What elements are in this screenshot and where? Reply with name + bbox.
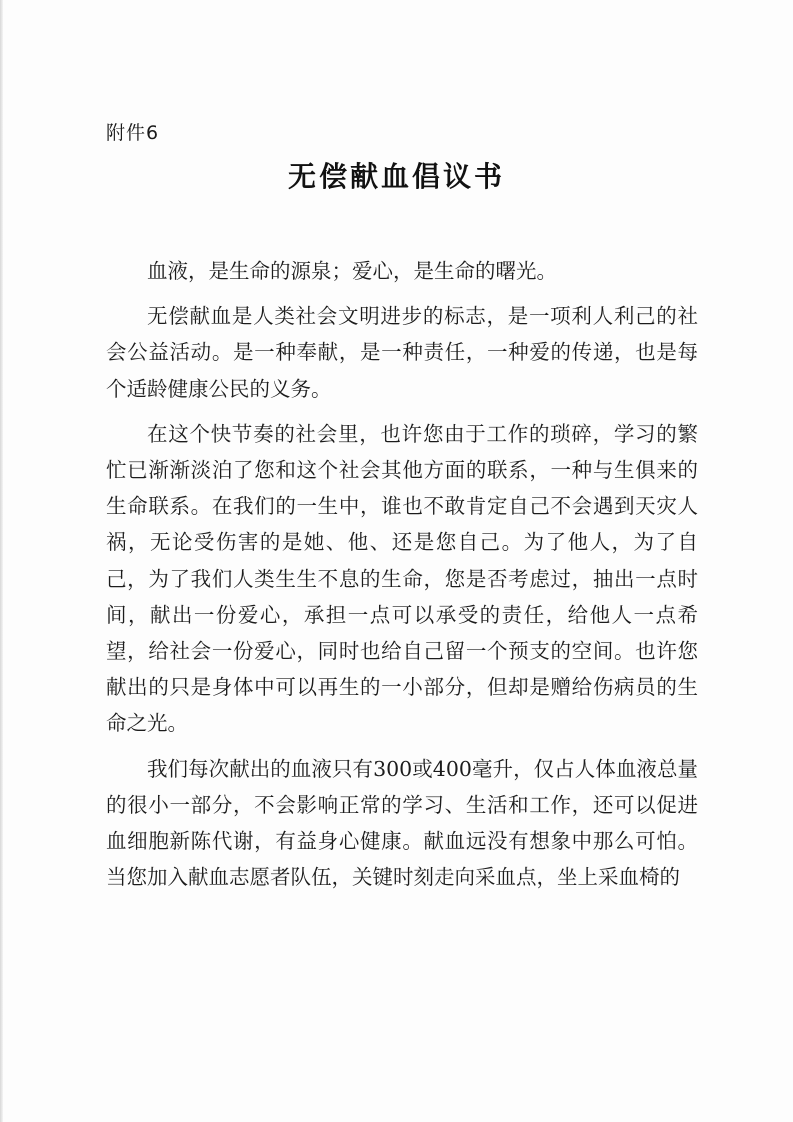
paragraph: 在这个快节奏的社会里，也许您由于工作的琐碎，学习的繁忙已渐渐淡泊了您和这个社会其他方面的联系，一种与生俱来的生命联系。在我们的一生中，谁也不敢肯定自己不会遇到天灾人祸，无论受伤害的是她、他、还是您自己。为了他人，为了自己，为了我们人类生生不息的生命，您是否考虑过，抽出一点时间，献出一份爱心，承担一点可以承受的责任，给他人一点希望，给社会一份爱心，同时也给自己留一个预支的空间。也许您献出的只是身体中可以再生的一小部分，但却是赠给伤病员的生命之光。 <box>106 421 698 736</box>
paragraph: 无偿献血是人类社会文明进步的标志，是一项利人利己的社会公益活动。是一种奉献，是一种责任，一种爱的传递，也是每个适龄健康公民的义务。 <box>106 304 698 401</box>
paragraph: 血液，是生命的源泉；爱心，是生命的曙光。 <box>147 259 557 283</box>
document-title: 无偿献血倡议书 <box>287 160 505 193</box>
attachment-label: 附件6 <box>106 122 160 144</box>
document-body <box>106 253 698 904</box>
paragraph: 我们每次献出的血液只有300或400毫升，仅占人体血液总量的很小一部分，不会影响正常的学习、生活和工作，还可以促进血细胞新陈代谢，有益身心健康。献血远没有想象中那么可怕。当您加入献血志愿者队伍，关键时刻走向采血点，坐上采血椅的 <box>106 756 698 890</box>
